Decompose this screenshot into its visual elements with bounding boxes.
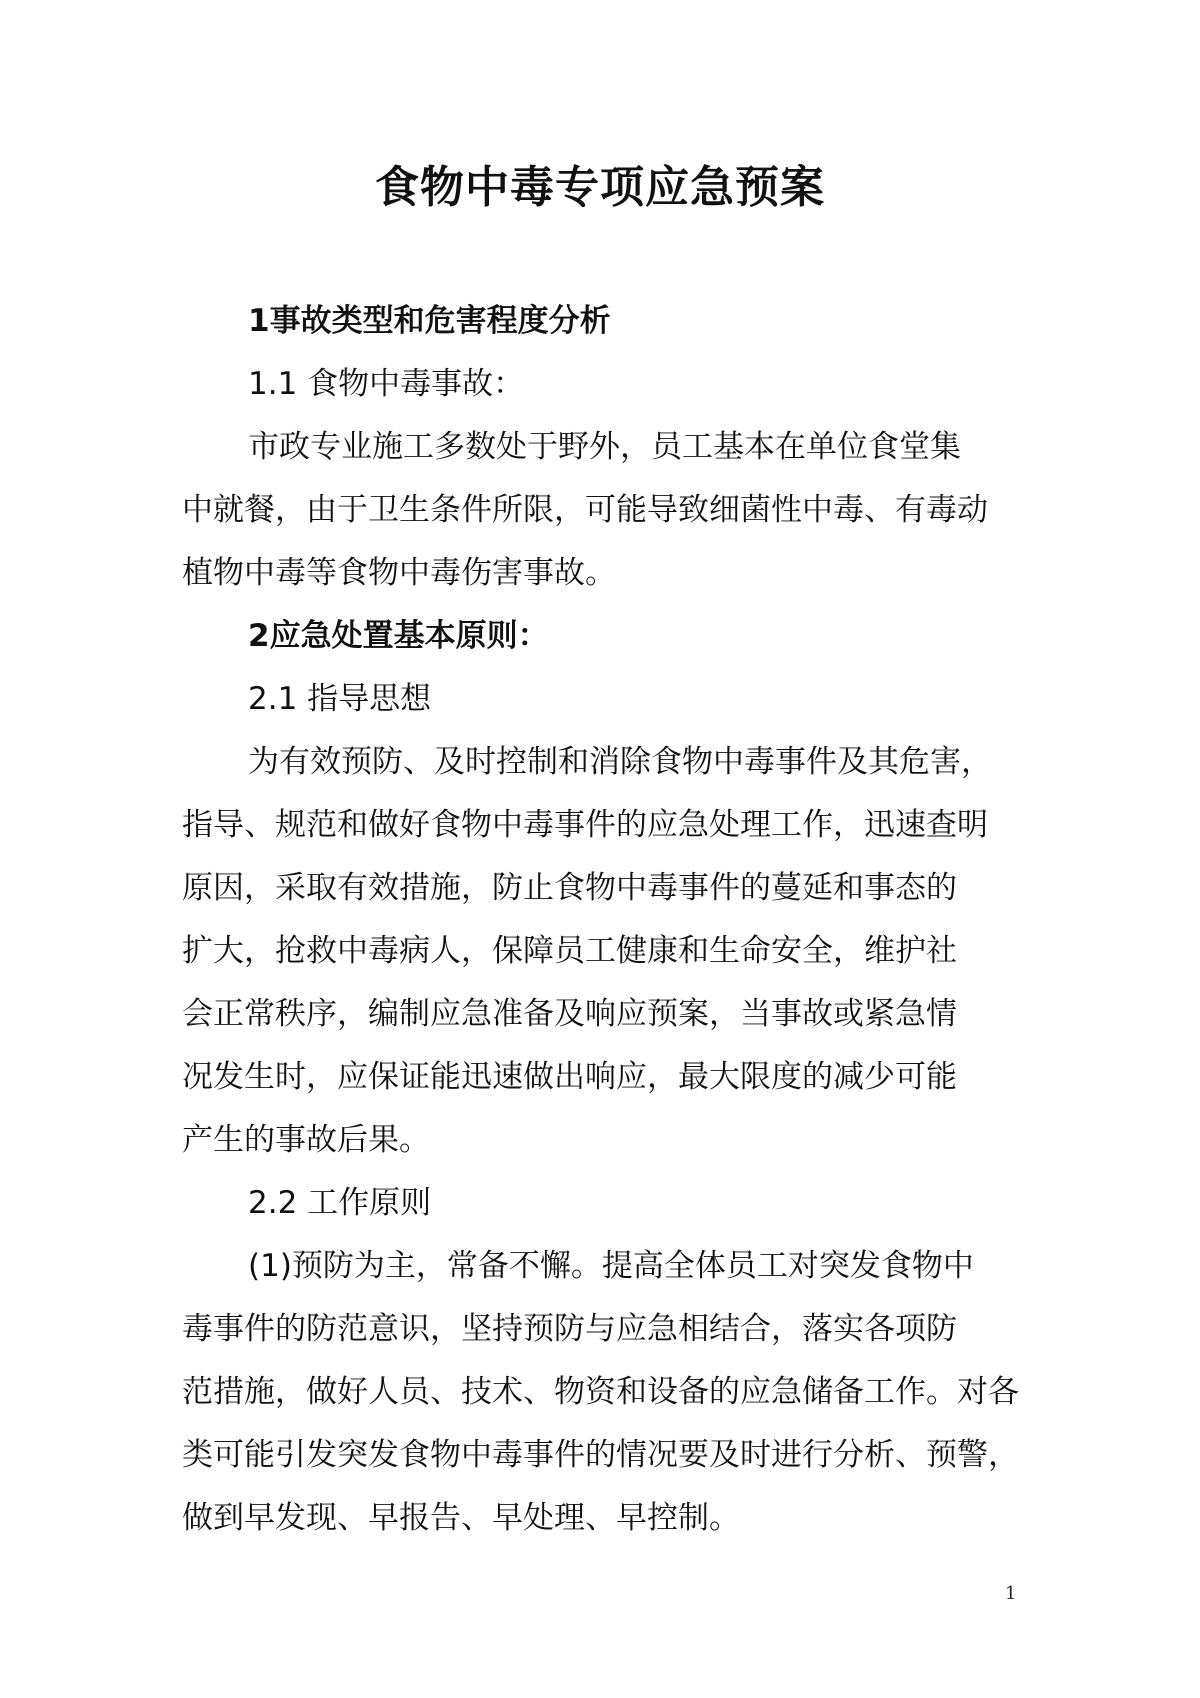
paragraph-line: 扩大，抢救中毒病人，保障员工健康和生命安全，维护社 xyxy=(182,933,957,969)
paragraph-line: 做到早发现、早报告、早处理、早控制。 xyxy=(182,1500,740,1536)
paragraph-line: 原因，采取有效措施，防止食物中毒事件的蔓延和事态的 xyxy=(182,870,957,906)
subsection-heading-1-1: 1.1 食物中毒事故： xyxy=(248,366,525,402)
paragraph-line: 指导、规范和做好食物中毒事件的应急处理工作，迅速查明 xyxy=(182,807,988,843)
paragraph-line: 毒事件的防范意识，坚持预防与应急相结合，落实各项防 xyxy=(182,1311,957,1347)
paragraph-line: 植物中毒等食物中毒伤害事故。 xyxy=(182,555,616,591)
subsection-heading-2-1: 2.1 指导思想 xyxy=(248,681,432,717)
document-title: 食物中毒专项应急预案 xyxy=(375,162,825,213)
paragraph-line: 产生的事故后果。 xyxy=(182,1122,430,1158)
paragraph-line: 中就餐，由于卫生条件所限，可能导致细菌性中毒、有毒动 xyxy=(182,492,988,528)
paragraph-line: 为有效预防、及时控制和消除食物中毒事件及其危害， xyxy=(248,744,992,780)
paragraph-line: 范措施，做好人员、技术、物资和设备的应急储备工作。对各 xyxy=(182,1374,1019,1410)
paragraph-line: 类可能引发突发食物中毒事件的情况要及时进行分析、预警， xyxy=(182,1437,1019,1473)
paragraph-line: 况发生时，应保证能迅速做出响应，最大限度的减少可能 xyxy=(182,1059,957,1095)
paragraph-line: 会正常秩序，编制应急准备及响应预案，当事故或紧急情 xyxy=(182,996,957,1032)
paragraph-line: 市政专业施工多数处于野外，员工基本在单位食堂集 xyxy=(248,429,961,465)
paragraph-line: (1)预防为主，常备不懈。提高全体员工对突发食物中 xyxy=(248,1248,974,1284)
section-heading-1: 1事故类型和危害程度分析 xyxy=(248,303,611,339)
document-body xyxy=(182,290,1052,1550)
subsection-heading-2-2: 2.2 工作原则 xyxy=(248,1185,432,1221)
section-heading-2: 2应急处置基本原则： xyxy=(248,618,549,654)
page-number: 1 xyxy=(1005,1583,1017,1604)
